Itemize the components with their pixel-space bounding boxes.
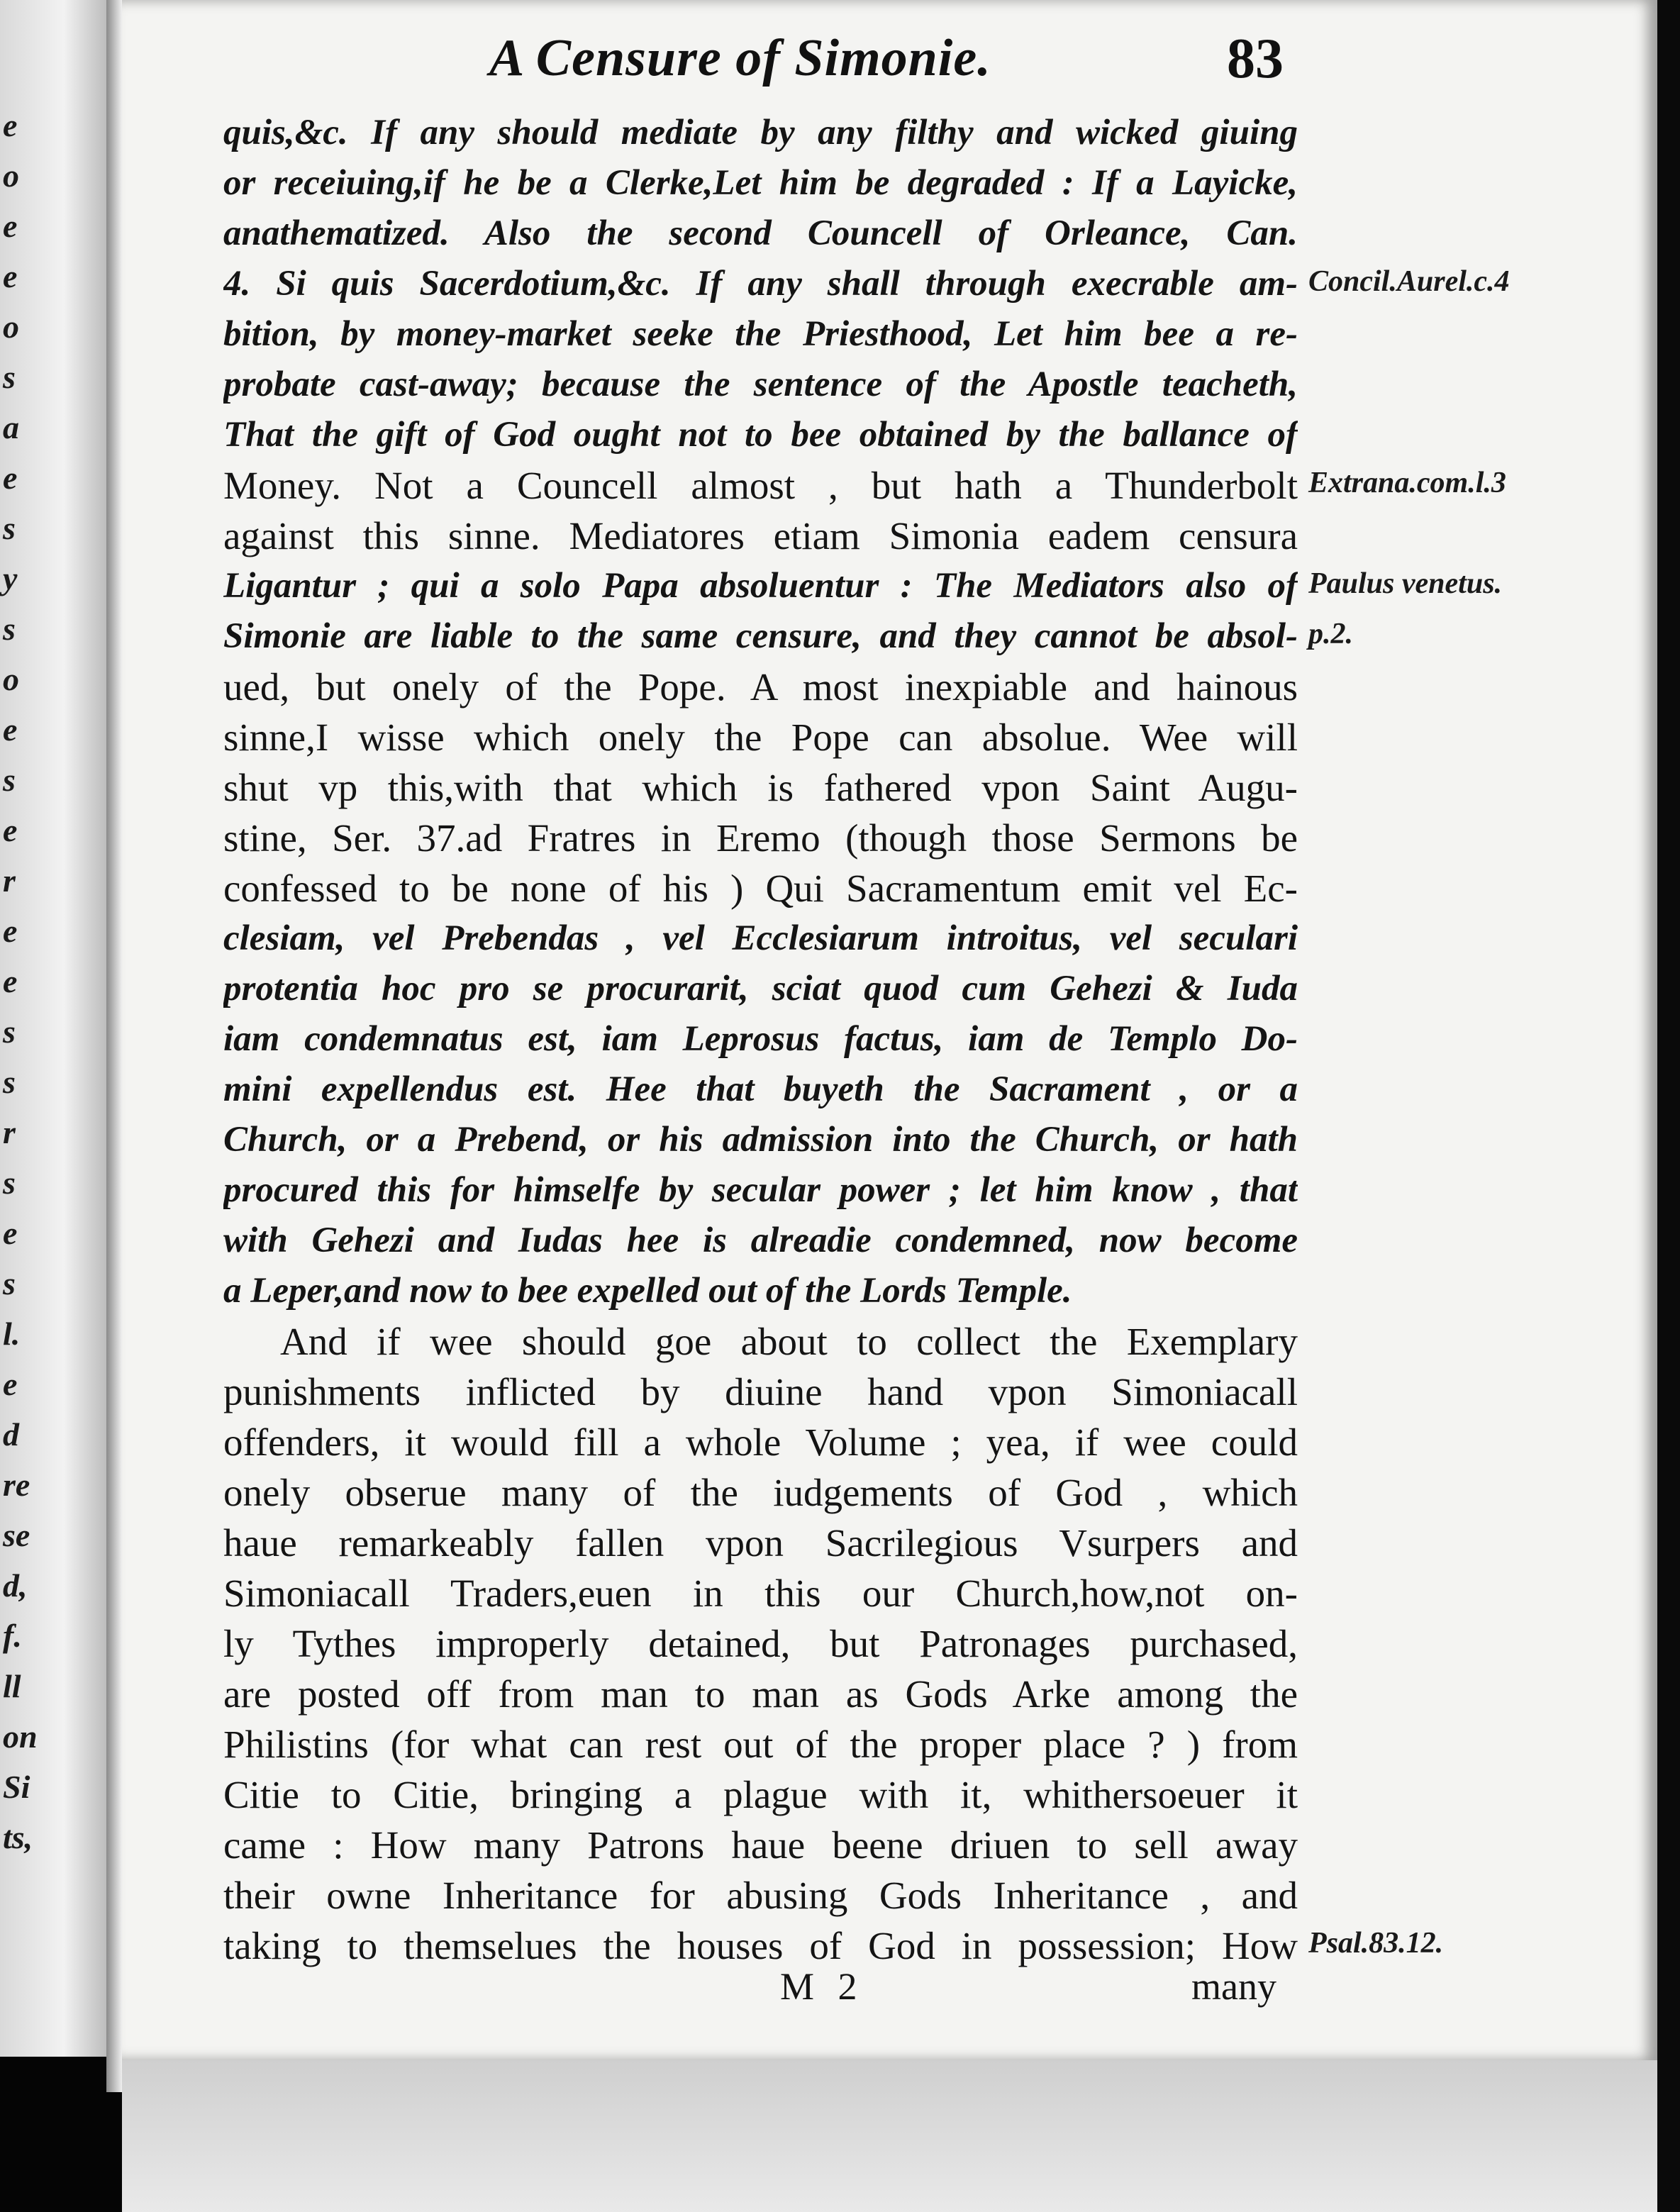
text-line: ly Tythes improperly detained, but Patronages purchased,	[223, 1622, 1298, 1665]
signature-mark: M 2	[780, 1965, 864, 2008]
text-line: taking to themselues the houses of God in possession; How	[223, 1924, 1298, 1967]
facing-page-fragment: o	[3, 661, 19, 697]
margin-note: p.2.	[1308, 618, 1353, 650]
text-line: haue remarkeably fallen vpon Sacrilegious Vsurpers and	[223, 1521, 1298, 1564]
facing-page-fragment: e	[3, 258, 18, 294]
facing-page-fragment: e	[3, 107, 18, 143]
facing-page-fragment: e	[3, 1215, 18, 1251]
book-gutter	[106, 0, 122, 2092]
text-line: bition, by money-market seeke the Priesthood, Let him bee a re-	[223, 314, 1298, 354]
facing-page-fragment: l.	[3, 1316, 21, 1352]
text-line: mini expellendus est. Hee that buyeth the Sacrament , or a	[223, 1069, 1298, 1109]
text-line: onely obserue many of the iudgements of God , which	[223, 1471, 1298, 1514]
text-line: And if wee should goe about to collect the Exemplary	[280, 1320, 1298, 1363]
text-line: quis,&c. If any should mediate by any filthy and wicked giuing	[223, 113, 1298, 152]
text-line: are posted off from man to man as Gods Arke among the	[223, 1672, 1298, 1716]
facing-page-fragment: s	[3, 510, 16, 546]
text-line: 4. Si quis Sacerdotium,&c. If any shall through execrable am-	[223, 264, 1298, 304]
facing-page-fragment: e	[3, 711, 18, 747]
text-line: confessed to be none of his ) Qui Sacramentum emit vel Ec-	[223, 867, 1298, 910]
facing-page-fragment: r	[3, 862, 16, 899]
scan-border	[1657, 0, 1680, 2212]
facing-page-fragment: e	[3, 812, 18, 848]
facing-page-fragment: e	[3, 208, 18, 244]
facing-page-fragment: s	[3, 1165, 16, 1201]
facing-page-fragment: re	[3, 1467, 30, 1503]
facing-page-fragment: on	[3, 1718, 38, 1755]
facing-page-fragment: f.	[3, 1618, 22, 1654]
facing-page-fragment: e	[3, 963, 18, 999]
text-line: ued, but onely of the Pope. A most inexpiable and hainous	[223, 665, 1298, 708]
facing-page-fragment: s	[3, 611, 16, 647]
text-line: against this sinne. Mediatores etiam Simonia eadem censura	[223, 514, 1298, 557]
facing-page-fragment: r	[3, 1114, 16, 1150]
page-bottom-edge	[122, 2060, 1675, 2212]
text-line: sinne,I wisse which onely the Pope can absolue. Wee will	[223, 716, 1298, 759]
facing-page-fragment: e	[3, 1366, 18, 1402]
running-title: A Censure of Simonie.	[489, 29, 991, 87]
facing-page-fragment: e	[3, 460, 18, 496]
facing-page-fragment: e	[3, 913, 18, 949]
body-text	[223, 108, 1298, 1971]
text-line: Philistins (for what can rest out of the proper place ? ) from	[223, 1723, 1298, 1766]
margin-note: Extrana.com.l.3	[1308, 467, 1506, 499]
facing-page-fragment: o	[3, 157, 19, 194]
text-line: probate cast-away; because the sentence of the Apostle teacheth,	[223, 365, 1298, 404]
facing-page-edge	[0, 0, 106, 2057]
text-line: iam condemnatus est, iam Leprosus factus, iam de Templo Do-	[223, 1019, 1298, 1059]
text-line: stine, Ser. 37.ad Fratres in Eremo (though those Sermons be	[223, 816, 1298, 860]
catchword: many	[1191, 1965, 1276, 2008]
facing-page-fragment: d	[3, 1416, 19, 1452]
facing-page-fragment: se	[3, 1517, 30, 1553]
text-line: Simoniacall Traders,euen in this our Church,how,not on-	[223, 1572, 1298, 1615]
text-line: protentia hoc pro se procurarit, sciat quod cum Gehezi & Iuda	[223, 969, 1298, 1008]
margin-note: Concil.Aurel.c.4	[1308, 265, 1510, 298]
text-line: punishments inflicted by diuine hand vpon Simoniacall	[223, 1370, 1298, 1413]
running-head	[390, 21, 1312, 99]
text-line: That the gift of God ought not to bee obtained by the ballance of	[223, 415, 1298, 455]
facing-page-fragment: Si	[3, 1769, 30, 1805]
facing-page-fragment: s	[3, 1265, 16, 1301]
facing-page-fragment: s	[3, 1064, 16, 1100]
facing-page-fragment: s	[3, 762, 16, 798]
facing-page-fragment: a	[3, 409, 19, 445]
text-line: procured this for himselfe by secular power ; let him know , that	[223, 1170, 1298, 1210]
text-line: Church, or a Prebend, or his admission into the Church, or hath	[223, 1120, 1298, 1160]
text-line: offenders, it would fill a whole Volume ; yea, if wee could	[223, 1421, 1298, 1464]
text-line: shut vp this,with that which is fathered vpon Saint Augu-	[223, 766, 1298, 809]
text-line: Money. Not a Councell almost , but hath a Thunderbolt	[223, 464, 1298, 507]
text-line: a Leper,and now to bee expelled out of the Lords Temple.	[223, 1271, 1072, 1311]
facing-page-fragment: ll	[3, 1668, 21, 1704]
facing-page-fragment: y	[3, 560, 18, 596]
page-number: 83	[1227, 28, 1284, 90]
text-line: came : How many Patrons haue beene driuen to sell away	[223, 1823, 1298, 1867]
text-line: their owne Inheritance for abusing Gods Inheritance , and	[223, 1874, 1298, 1917]
text-line: anathematized. Also the second Councell of Orleance, Can.	[223, 213, 1298, 253]
margin-note: Paulus venetus.	[1308, 567, 1503, 600]
facing-page-fragment: d,	[3, 1567, 28, 1604]
text-line: Simonie are liable to the same censure, and they cannot be absol-	[223, 616, 1298, 656]
facing-page-fragment: s	[3, 1013, 16, 1050]
text-line: clesiam, vel Prebendas , vel Ecclesiarum introitus, vel seculari	[223, 918, 1298, 958]
text-line: Ligantur ; qui a solo Papa absoluentur : The Mediators also of	[223, 566, 1298, 606]
facing-page-fragment: s	[3, 359, 16, 395]
text-line: with Gehezi and Iudas hee is alreadie condemned, now become	[223, 1221, 1298, 1260]
text-line: or receiuing,if he be a Clerke,Let him be degraded : If a Layicke,	[223, 163, 1298, 203]
margin-note: Psal.83.12.	[1308, 1927, 1444, 1960]
facing-page-fragment: o	[3, 309, 19, 345]
facing-page-fragment: ts,	[3, 1819, 33, 1855]
text-line: Citie to Citie, bringing a plague with it, whithersoeuer it	[223, 1773, 1298, 1816]
